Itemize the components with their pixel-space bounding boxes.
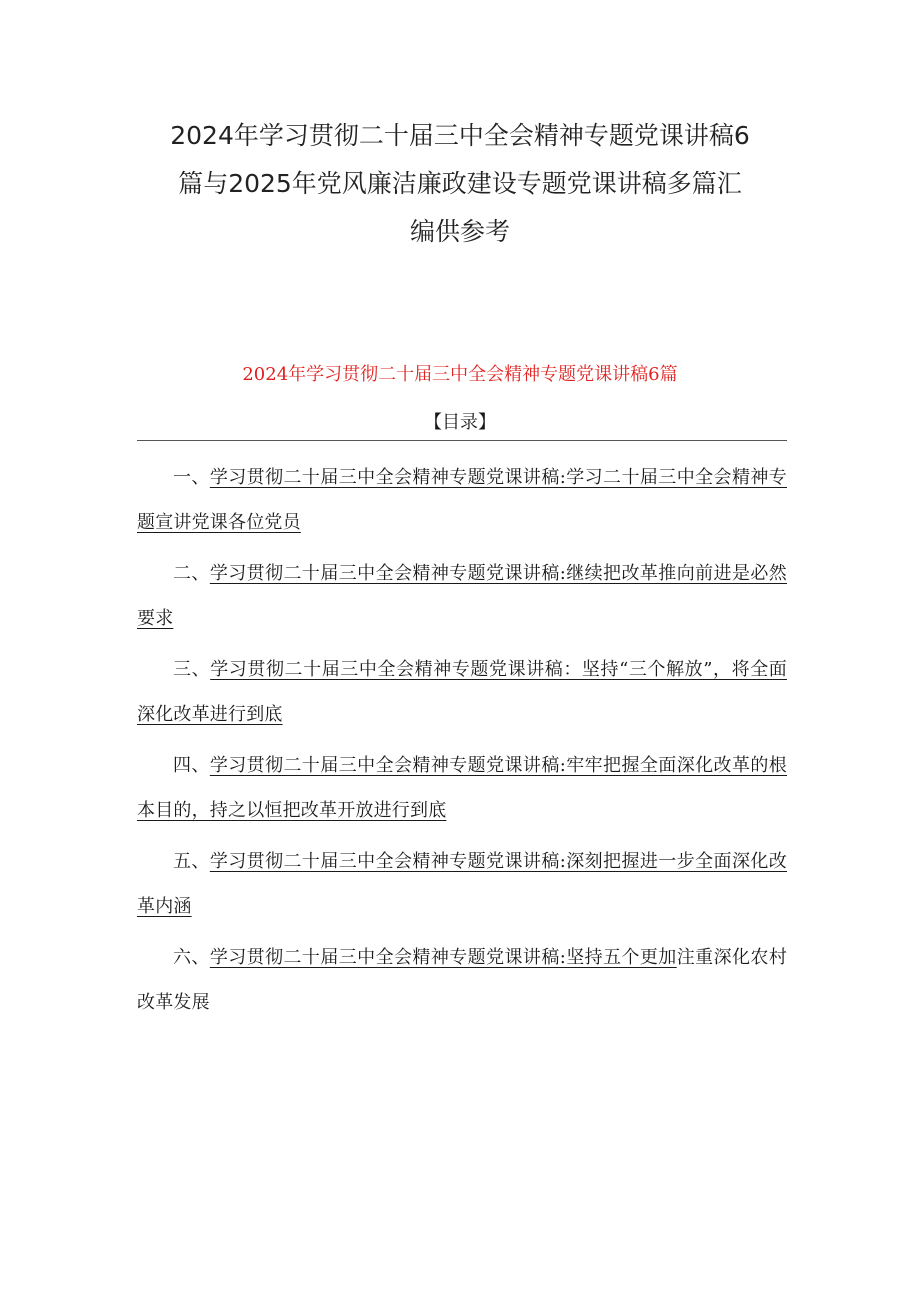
- document-title-line-1: 2024年学习贯彻二十届三中全会精神专题党课讲稿6: [170, 121, 750, 150]
- toc-heading: 【目录】: [424, 412, 496, 433]
- toc-item: [137, 743, 787, 833]
- document-title-line-2: 篇与2025年党风廉洁廉政建设专题党课讲稿多篇汇: [178, 169, 742, 198]
- section-title: 2024年学习贯彻二十届三中全会精神专题党课讲稿6篇: [242, 364, 678, 385]
- toc-link-5[interactable]: 学习贯彻二十届三中全会精神专题党课讲稿:深刻把握进一步全面深化改革内涵: [137, 851, 787, 917]
- toc-item-number: 五、: [173, 851, 210, 872]
- toc-item-number: 一、: [173, 467, 210, 488]
- toc-divider: [137, 440, 787, 441]
- toc-item: [137, 455, 787, 545]
- toc-link-1[interactable]: 学习贯彻二十届三中全会精神专题党课讲稿:学习二十届三中全会精神专题宣讲党课各位党员: [137, 467, 787, 533]
- toc-item: [137, 839, 787, 929]
- document-title: [140, 112, 780, 256]
- toc-item-number: 六、: [173, 947, 210, 968]
- table-of-contents: [137, 455, 787, 1031]
- document-title-line-3: 编供参考: [409, 217, 510, 246]
- toc-link-3[interactable]: 学习贯彻二十届三中全会精神专题党课讲稿：坚持“三个解放”，将全面深化改革进行到底: [137, 659, 787, 725]
- toc-item: [137, 935, 787, 1025]
- toc-item-number: 二、: [173, 563, 210, 584]
- toc-link-2[interactable]: 学习贯彻二十届三中全会精神专题党课讲稿:继续把改革推向前进是必然要求: [137, 563, 787, 629]
- toc-item: [137, 647, 787, 737]
- toc-item-number: 三、: [173, 659, 211, 680]
- toc-item-number: 四、: [173, 755, 210, 776]
- toc-item-suffix: 注重深化农村改革发展: [137, 947, 788, 1013]
- toc-link-4[interactable]: 学习贯彻二十届三中全会精神专题党课讲稿:牢牢把握全面深化改革的根本目的，持之以恒把改革开放进行到底: [137, 755, 787, 821]
- toc-link-6[interactable]: 学习贯彻二十届三中全会精神专题党课讲稿:坚持五个更加: [209, 947, 677, 968]
- toc-item: [137, 551, 787, 641]
